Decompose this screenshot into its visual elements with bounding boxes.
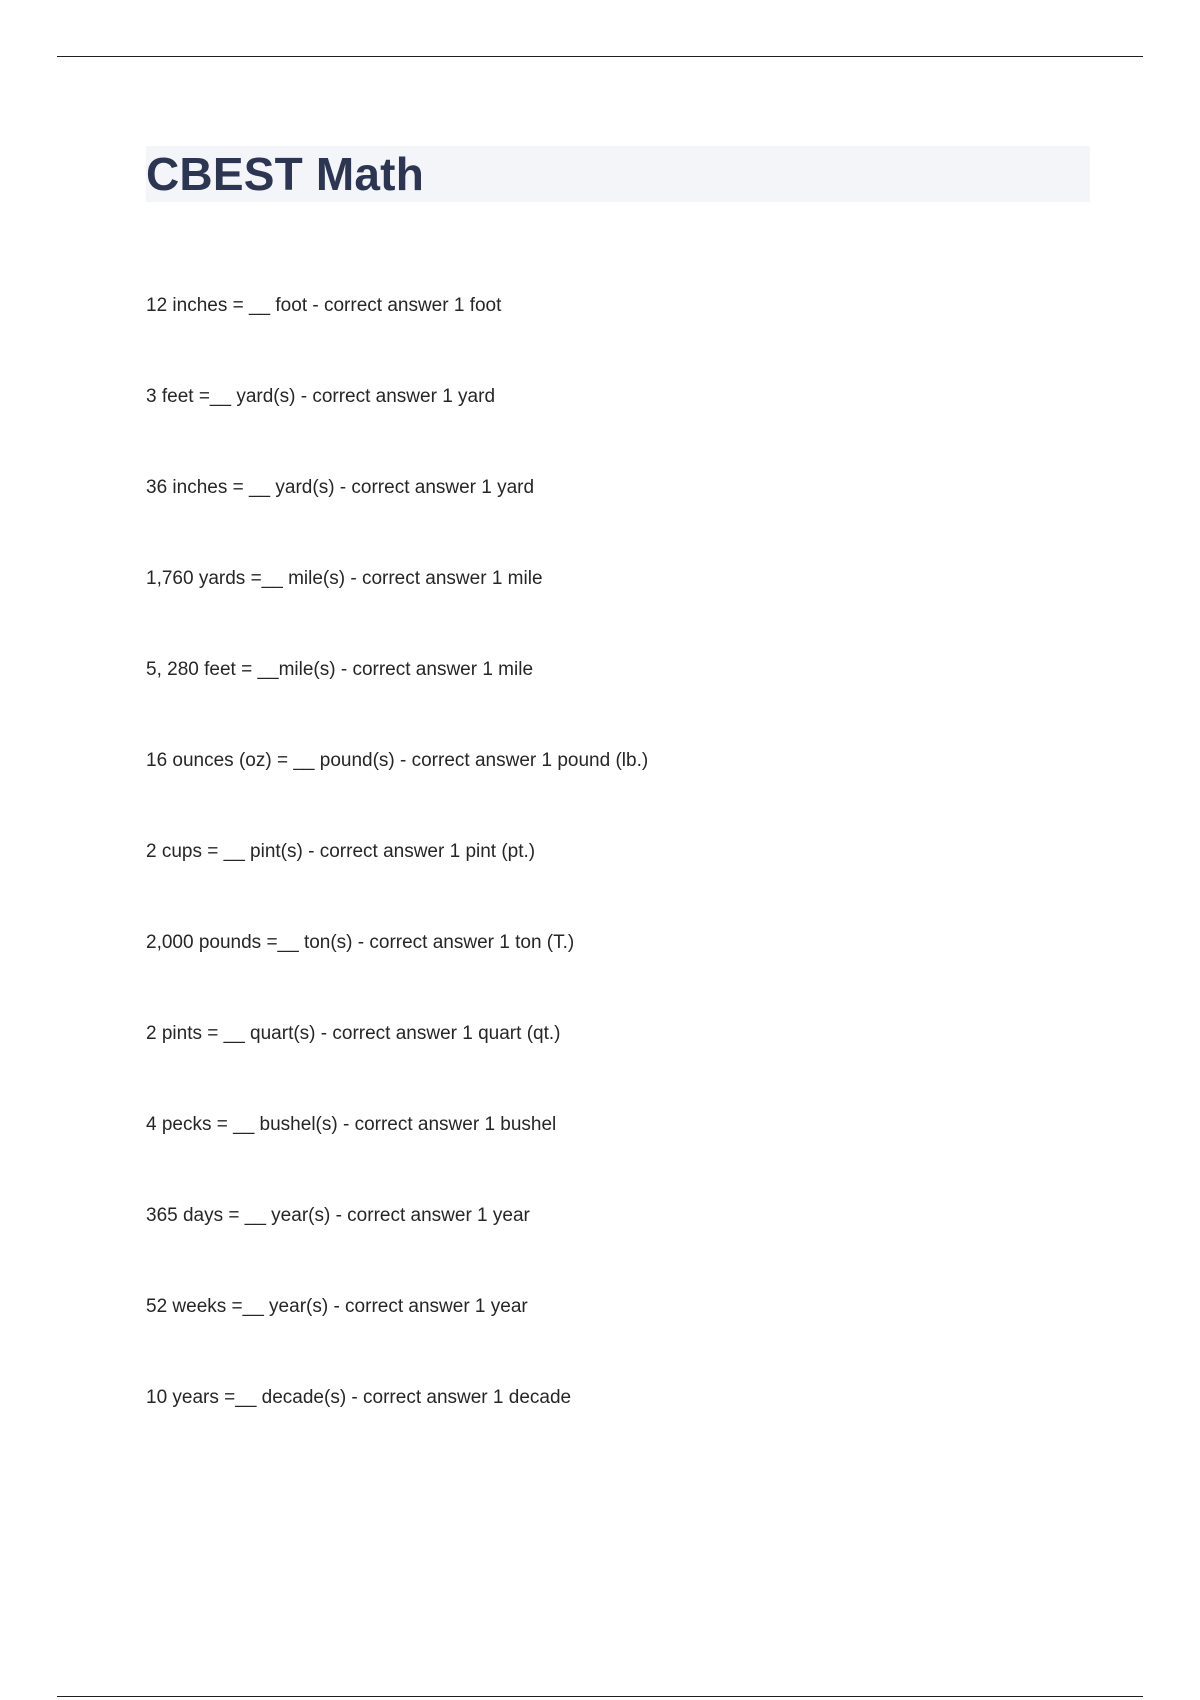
list-item: 4 pecks = __ bushel(s) - correct answer 1 bushel xyxy=(146,1114,557,1135)
flashcard-list xyxy=(146,291,1096,1474)
list-item: 2 cups = __ pint(s) - correct answer 1 pint (pt.) xyxy=(146,841,536,862)
list-item: 16 ounces (oz) = __ pound(s) - correct answer 1 pound (lb.) xyxy=(146,750,649,771)
list-item: 12 inches = __ foot - correct answer 1 foot xyxy=(146,295,502,316)
list-item: 365 days = __ year(s) - correct answer 1 year xyxy=(146,1205,530,1226)
list-item: 52 weeks =__ year(s) - correct answer 1 year xyxy=(146,1296,528,1317)
bottom-divider xyxy=(57,1696,1143,1697)
list-item: 3 feet =__ yard(s) - correct answer 1 yard xyxy=(146,386,496,407)
list-item: 10 years =__ decade(s) - correct answer 1 decade xyxy=(146,1387,572,1408)
list-item: 36 inches = __ yard(s) - correct answer 1 yard xyxy=(146,477,535,498)
list-item: 2,000 pounds =__ ton(s) - correct answer 1 ton (T.) xyxy=(146,932,575,953)
page-title: CBEST Math xyxy=(146,148,424,200)
list-item: 2 pints = __ quart(s) - correct answer 1 quart (qt.) xyxy=(146,1023,561,1044)
list-item: 5, 280 feet = __mile(s) - correct answer 1 mile xyxy=(146,659,534,680)
top-divider xyxy=(57,56,1143,57)
list-item: 1,760 yards =__ mile(s) - correct answer 1 mile xyxy=(146,568,543,589)
